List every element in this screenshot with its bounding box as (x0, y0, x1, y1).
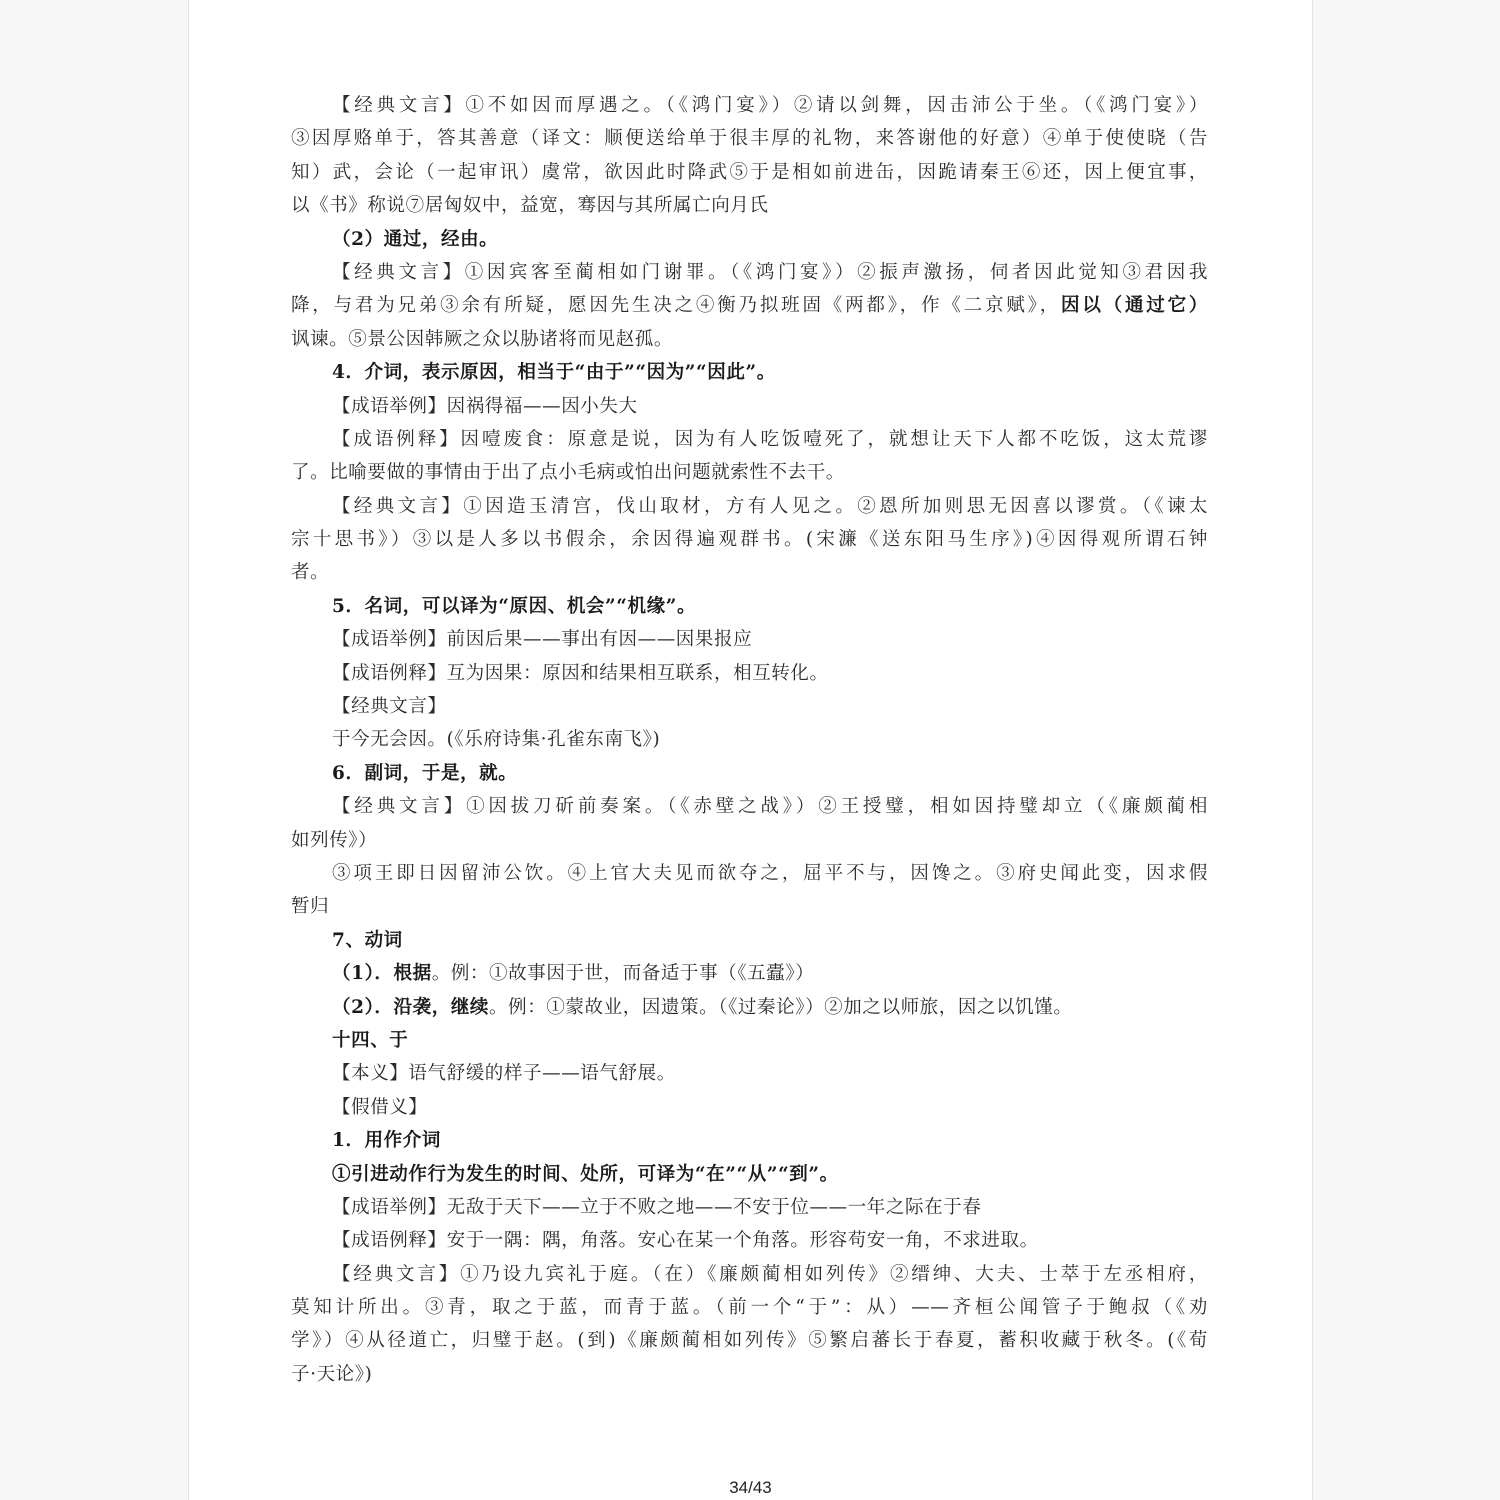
text-line: 子·天论》) (291, 1363, 373, 1385)
text-line: 宗十思书》）③以是人多以书假余，余因得遍观群书。(宋濂《送东阳马生序》)④因得观所谓石钟 (291, 529, 1208, 551)
text-line: 1．用作介词 (332, 1130, 441, 1152)
text-line: 暂归 (291, 896, 330, 918)
text-line: ③项王即日因留沛公饮。④上官大夫见而欲夺之，屈平不与，因馋之。③府史闻此变，因求假 (332, 862, 1208, 884)
text-line: 5．名词，可以译为“原因、机会”“机缘”。 (332, 595, 697, 617)
text-segment: （1）．根据 (332, 963, 432, 985)
text-line: 莫知计所出。③青，取之于蓝，而青于蓝。（前一个“于”：从）——齐桓公闻管子于鲍叔（《劝 (291, 1297, 1208, 1319)
text-line (291, 957, 1208, 990)
text-line (291, 289, 1208, 322)
text-line: 于今无会因。(《乐府诗集·孔雀东南飞》) (332, 729, 661, 751)
text-line: ③因厚赂单于，答其善意（译文：顺便送给单于很丰厚的礼物，来答谢他的好意）④单于使使晓（告 (291, 128, 1208, 150)
document-page (188, 0, 1313, 1500)
text-line: 十四、于 (332, 1029, 409, 1051)
text-line: 了。比喻要做的事情由于出了点小毛病或怕出问题就索性不去干。 (291, 462, 845, 484)
text-line: 【经典文言】①乃设九宾礼于庭。（在）《廉颇蔺相如列传》②缙绅、大夫、士萃于左丞相府， (332, 1263, 1208, 1285)
text-line: 【经典文言】①因造玉清宫，伐山取材，方有人见之。②恩所加则思无因喜以谬赏。（《谏太 (332, 495, 1208, 517)
text-line: （2）通过，经由。 (332, 228, 499, 250)
text-line: 【经典文言】①因宾客至蔺相如门谢罪。（《鸿门宴》）②振声激扬，伺者因此觉知③君因我 (332, 261, 1208, 283)
text-line: 学》）④从径道亡，归璧于赵。(到)《廉颇蔺相如列传》⑤繁启蕃长于春夏，蓄积收藏于秋冬。(《荀 (291, 1330, 1208, 1352)
text-line: 如列传》） (291, 829, 378, 851)
text-line: ①引进动作行为发生的时间、处所，可译为“在”“从”“到”。 (332, 1163, 839, 1185)
text-line: 【成语举例】前因后果——事出有因——因果报应 (332, 629, 753, 651)
text-line: 知）武，会论（一起审讯）虞常，欲因此时降武⑤于是相如前进缶，因跪请秦王⑥还，因上便宜事， (291, 161, 1208, 183)
text-line: 者。 (291, 562, 330, 584)
text-line: 以《书》称说⑦居匈奴中，益宽，骞因与其所属亡向月氏 (291, 195, 769, 217)
text-segment: 因以（通过它） (1061, 295, 1209, 317)
page-content (291, 89, 1208, 1391)
text-line: 【成语举例】无敌于天下——立于不败之地——不安于位——一年之际在于春 (332, 1196, 982, 1218)
text-line: 讽谏。⑤景公因韩厥之众以胁诸将而见赵孤。 (291, 328, 674, 350)
text-line: 【成语举例】因祸得福——因小失大 (332, 395, 638, 417)
text-line: 【成语例释】安于一隅：隅，角落。安心在某一个角落。形容苟安一角，不求进取。 (332, 1230, 1039, 1252)
text-line: 【成语例释】因噎废食：原意是说，因为有人吃饭噎死了，就想让天下人都不吃饭，这太荒谬 (332, 428, 1208, 450)
text-line: 【经典文言】①不如因而厚遇之。（《鸿门宴》）②请以剑舞，因击沛公于坐。（《鸿门宴》） (332, 95, 1208, 116)
text-line: 【成语例释】互为因果：原因和结果相互联系，相互转化。 (332, 662, 829, 684)
text-line: 7、动词 (332, 929, 403, 951)
text-line: 6．副词，于是，就。 (332, 762, 518, 784)
text-segment: 降，与君为兄弟③余有所疑，愿因先生决之④衡乃拟班固《两都》，作《二京赋》， (291, 295, 1062, 317)
text-line: 【假借义】 (332, 1096, 428, 1118)
text-segment: 。例：①蒙故业，因遗策。（《过秦论》）②加之以师旅，因之以饥馑。 (489, 996, 1073, 1018)
text-segment: 。例：①故事因于世，而备适于事（《五蠹》） (431, 963, 815, 985)
text-line (291, 991, 1208, 1024)
text-line: 【经典文言】①因拔刀斫前奏案。（《赤壁之战》）②王授璧，相如因持璧却立（《廉颇蔺相 (332, 796, 1208, 818)
page-number: 34/43 (729, 1478, 772, 1497)
text-line: 【经典文言】 (332, 696, 447, 718)
text-line: 【本义】语气舒缓的样子——语气舒展。 (332, 1063, 676, 1085)
text-segment: （2）．沿袭，继续 (332, 996, 490, 1018)
text-line: 4．介词，表示原因，相当于“由于”“因为”“因此”。 (332, 362, 776, 384)
